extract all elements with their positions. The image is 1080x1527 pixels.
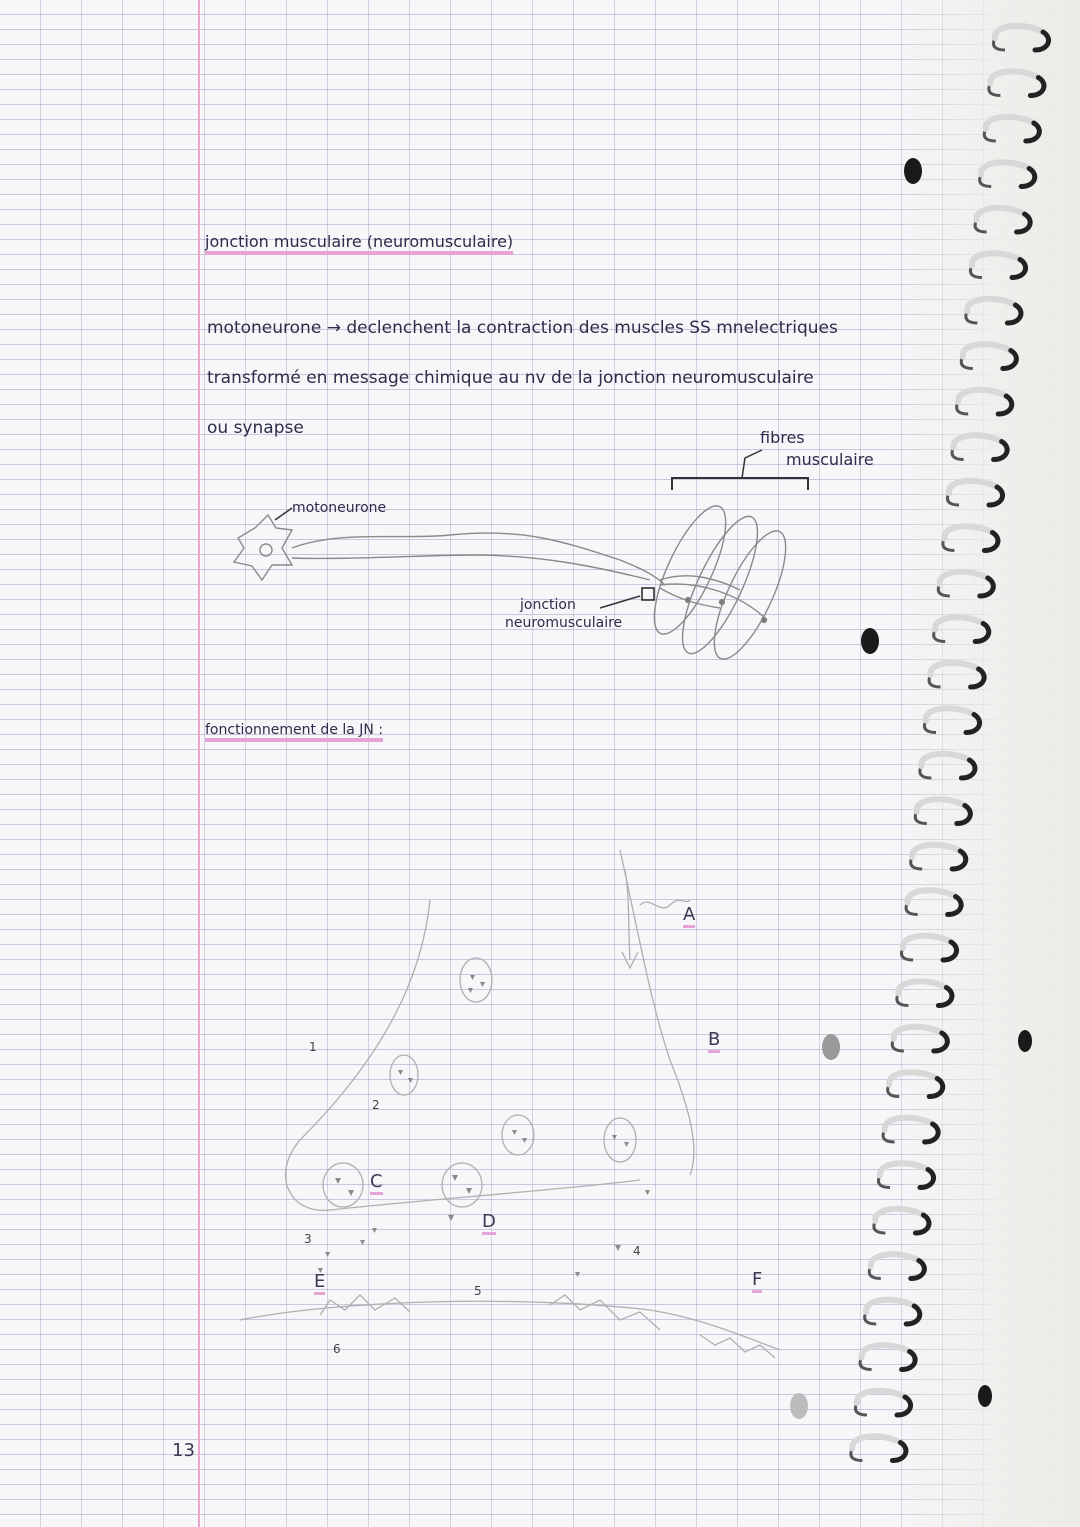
step-number-5: 5 — [474, 1284, 482, 1298]
step-number-3: 3 — [304, 1232, 312, 1246]
spiral-ring — [860, 1345, 915, 1369]
spiral-ring — [984, 117, 1039, 141]
label-b: B — [708, 1030, 720, 1053]
spiral-ring — [961, 344, 1016, 368]
spiral-ring — [874, 1209, 929, 1233]
spiral-ring — [980, 162, 1035, 186]
spiral-ring — [901, 936, 956, 960]
label-e: E — [314, 1272, 325, 1295]
label-d: D — [482, 1212, 496, 1235]
subtitle-text: fonctionnement de la JN : — [205, 722, 383, 742]
spiral-ring — [970, 253, 1025, 277]
label-musculaire: musculaire — [786, 450, 874, 469]
spiral-ring — [855, 1391, 910, 1415]
spiral-ring — [920, 754, 975, 778]
label-neuromusculaire: neuromusculaire — [505, 615, 623, 631]
spiral-ring — [952, 435, 1007, 459]
spiral-ring — [869, 1254, 924, 1278]
page-number: 13 — [172, 1440, 195, 1461]
spiral-ring — [906, 890, 961, 914]
title-text: jonction musculaire (neuromusculaire) — [205, 232, 513, 255]
note-line-2: transformé en message chimique au nv de la jonction neuromusculaire — [207, 368, 814, 388]
note-line-1: motoneurone → declenchent la contraction des muscles SS mnelectriques — [207, 318, 838, 338]
spiral-ring — [934, 617, 989, 641]
label-jonction: jonction — [520, 597, 576, 613]
step-number-4: 4 — [633, 1244, 641, 1258]
spiral-ring — [924, 708, 979, 732]
spiral-ring — [915, 799, 970, 823]
spiral-ring — [993, 26, 1048, 50]
spiral-ring — [897, 981, 952, 1005]
spiral-ring — [865, 1300, 920, 1324]
label-motoneurone: motoneurone — [292, 500, 387, 516]
spiral-ring — [947, 481, 1002, 505]
note-line-3: ou synapse — [207, 418, 304, 438]
step-number-1: 1 — [309, 1040, 317, 1054]
spiral-ring — [851, 1436, 906, 1460]
label-fibres: fibres — [760, 428, 805, 447]
spiral-ring — [878, 1163, 933, 1187]
spiral-ring — [883, 1118, 938, 1142]
label-c: C — [370, 1172, 383, 1195]
label-a: A — [683, 905, 695, 928]
spiral-ring — [911, 845, 966, 869]
spiral-ring — [888, 1072, 943, 1096]
spiral-ring — [892, 1027, 947, 1051]
step-number-6: 6 — [333, 1342, 341, 1356]
spiral-ring — [957, 390, 1012, 414]
spiral-ring — [929, 663, 984, 687]
spiral-ring — [938, 572, 993, 596]
spiral-ring — [975, 208, 1030, 232]
label-f: F — [752, 1270, 762, 1293]
step-number-2: 2 — [372, 1098, 380, 1112]
spiral-ring — [989, 71, 1044, 95]
spiral-ring — [966, 299, 1021, 323]
spiral-ring — [943, 526, 998, 550]
